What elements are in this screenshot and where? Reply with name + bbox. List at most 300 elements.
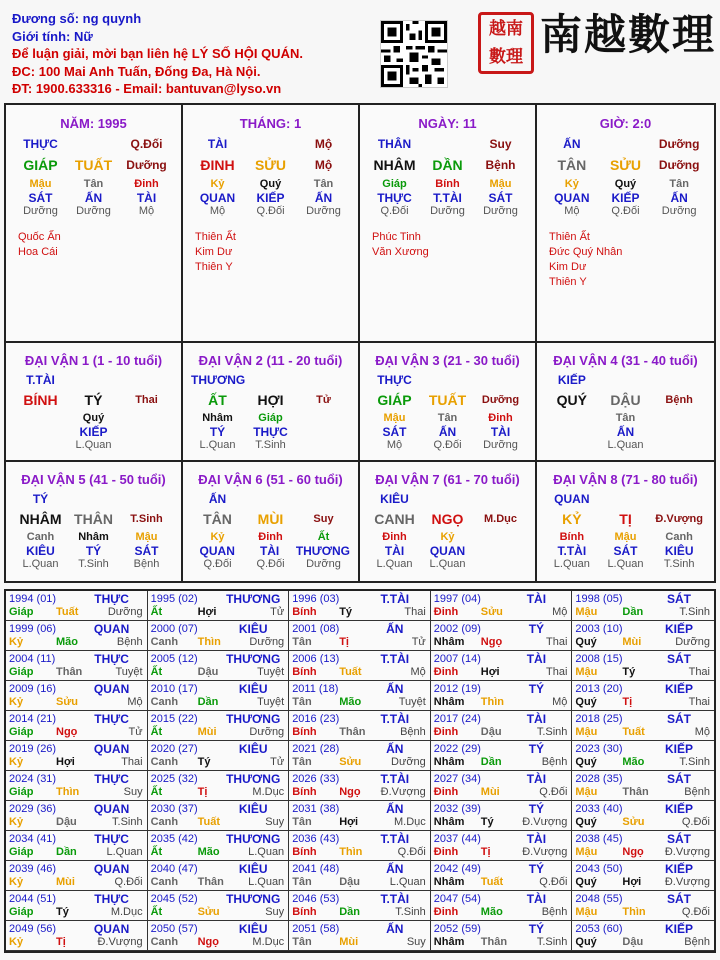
year-label: 2013 (20) [575, 683, 623, 695]
year-cell[interactable] [148, 861, 290, 891]
year-label: 2052 (59) [433, 923, 481, 935]
year-label: 2030 (37) [150, 803, 198, 815]
pillar-state: Bệnh [485, 158, 516, 172]
year-state: T.Sinh [112, 816, 143, 828]
year-branch: Hợi [622, 876, 642, 888]
luck-hidden-state: Bệnh [133, 558, 160, 570]
year-god: QUAN [93, 802, 130, 816]
luck-branch: TỊ [619, 511, 632, 527]
year-state: Bệnh [684, 786, 710, 798]
year-god: SÁT [667, 772, 691, 786]
hidden-state: Q.Đối [380, 205, 409, 217]
year-stem: Nhâm [433, 696, 465, 708]
luck-hidden-state-row [360, 558, 535, 571]
luck-title: ĐẠI VẬN 2 (11 - 20 tuổi) [198, 353, 343, 368]
hidden-state: Mộ [138, 205, 155, 217]
year-cell[interactable] [572, 921, 714, 951]
contact-phone-email: ĐT: 1900.633316 - Email: bantuvan@lyso.vn [12, 81, 282, 96]
year-branch: Thân [339, 726, 366, 738]
year-label: 2011 (18) [292, 683, 339, 695]
year-cell[interactable] [148, 741, 290, 771]
year-stem: Kỷ [9, 756, 24, 768]
year-stem: Kỷ [9, 936, 24, 948]
year-label: 2017 (24) [433, 713, 481, 725]
year-cell[interactable] [6, 801, 148, 831]
luck-hidden-state-row [6, 558, 181, 571]
luck-hidden-god: ẤN [616, 425, 635, 439]
year-cell[interactable] [572, 771, 714, 801]
year-label: 2019 (26) [9, 743, 57, 755]
year-label: 2051 (58) [292, 923, 340, 935]
luck-stem-branch-row [6, 511, 181, 527]
year-cell[interactable] [148, 651, 290, 681]
year-cell[interactable] [572, 861, 714, 891]
year-label: 2001 (08) [292, 623, 340, 635]
luck-cell[interactable] [6, 462, 183, 581]
luck-hidden-stem: Bính [559, 531, 585, 543]
luck-god-spacer [421, 373, 474, 387]
pillar-god: Dưỡng [658, 137, 700, 151]
year-branch: Thìn [622, 906, 646, 918]
luck-cell[interactable] [537, 462, 714, 581]
luck-cell[interactable] [537, 343, 714, 462]
luck-hidden-stem: Quý [82, 412, 105, 424]
year-state: Thai [545, 636, 568, 648]
year-stem: Tân [292, 816, 312, 828]
luck-hidden-stem: Mậu [614, 531, 637, 543]
year-stem: Nhâm [433, 936, 465, 948]
year-god: KIÊU [238, 682, 268, 696]
year-branch: Hợi [480, 666, 500, 678]
year-state: L.Quan [248, 846, 285, 858]
year-stem: Giáp [9, 846, 34, 858]
pillar-god: ẤN [563, 137, 581, 151]
year-cell[interactable] [289, 621, 431, 651]
luck-cell[interactable] [183, 343, 360, 462]
year-cell[interactable] [289, 681, 431, 711]
year-cell[interactable] [572, 591, 714, 621]
luck-state: Bệnh [665, 394, 693, 406]
luck-hidden-god [652, 425, 706, 439]
year-state: M.Dục [252, 786, 285, 798]
year-branch: Dần [339, 906, 360, 918]
year-cell[interactable] [572, 891, 714, 921]
luck-hidden-god: THƯƠNG [295, 544, 350, 558]
hidden-stem-row [6, 178, 181, 191]
year-state: Bệnh [684, 936, 710, 948]
year-label: 2037 (44) [433, 833, 481, 845]
year-cell[interactable] [289, 801, 431, 831]
hidden-state: Dưỡng [23, 205, 58, 217]
pillar-state: Mộ [314, 158, 333, 172]
star-item: Hoa Cái [18, 246, 58, 258]
year-stem: Mậu [575, 906, 598, 918]
year-state: Đ.Vượng [664, 846, 710, 858]
year-stem: Nhâm [433, 876, 465, 888]
hidden-stem: Tân [83, 178, 104, 190]
luck-hidden-god: THỰC [253, 425, 288, 439]
year-god: ẤN [386, 622, 404, 636]
year-stem: Ất [150, 786, 163, 798]
luck-title: ĐẠI VẬN 3 (21 - 30 tuổi) [375, 353, 520, 368]
luck-hidden-stem [120, 412, 173, 425]
year-god: TÀI [526, 892, 547, 906]
year-cell[interactable] [431, 771, 573, 801]
year-stem: Ất [150, 726, 163, 738]
hidden-god: ẤN [84, 191, 103, 205]
year-state: Đ.Vượng [522, 846, 568, 858]
luck-hidden-stem: Mậu [383, 412, 406, 424]
hidden-stem-row [360, 178, 535, 191]
luck-god: QUAN [554, 492, 590, 506]
year-cell[interactable] [289, 711, 431, 741]
year-cell[interactable] [431, 831, 573, 861]
year-label: 2021 (28) [292, 743, 340, 755]
subject-name: Đương số: ng quynh [12, 11, 142, 26]
hidden-state: Dưỡng [661, 205, 697, 217]
luck-hidden-state: L.Quan [22, 558, 59, 570]
year-stem: Quý [575, 696, 597, 708]
red-seal-stamp: 越南 數理 [478, 12, 534, 74]
luck-hidden-god [545, 425, 599, 439]
year-cell[interactable] [6, 921, 148, 951]
pillar-stem: ĐINH [200, 157, 235, 173]
pillar-title: NĂM: 1995 [60, 116, 127, 131]
year-label: 2023 (30) [575, 743, 623, 755]
year-stem: Ất [150, 846, 163, 858]
year-label: 2038 (45) [575, 833, 623, 845]
year-label: 2034 (41) [9, 833, 57, 845]
year-cell[interactable] [148, 891, 290, 921]
hidden-god: THỰC [377, 191, 412, 205]
year-state: Q.Đối [539, 786, 568, 798]
year-stem: Tân [292, 936, 312, 948]
luck-stem: KỶ [562, 511, 582, 527]
luck-hidden-stem: Canh [26, 531, 55, 543]
year-state: Q.Đối [681, 906, 710, 918]
year-state: Suy [123, 786, 143, 798]
year-god: TÀI [526, 772, 547, 786]
luck-hidden-stem-row [6, 412, 181, 425]
luck-hidden-god: TÝ [209, 425, 226, 439]
hidden-state: Dưỡng [483, 205, 518, 217]
year-god: T.TÀI [380, 652, 410, 666]
year-stem: Ất [150, 906, 163, 918]
year-god: KIẾP [664, 742, 693, 756]
luck-god-spacer [67, 492, 120, 506]
year-cell[interactable] [572, 831, 714, 861]
year-branch: Tuất [622, 726, 645, 738]
star-list [372, 230, 429, 260]
year-label: 2009 (16) [9, 683, 57, 695]
hidden-state: Mộ [564, 205, 580, 217]
year-state: Dưỡng [249, 636, 285, 648]
luck-god-spacer [245, 373, 297, 387]
year-state: Dưỡng [391, 756, 426, 768]
year-cell[interactable] [148, 681, 290, 711]
pillar-branch: DẦN [432, 157, 463, 173]
year-stem: Canh [150, 816, 179, 828]
year-state: Tử [411, 636, 426, 648]
luck-hidden-stem [545, 412, 599, 425]
year-state: Mộ [694, 726, 710, 738]
luck-hidden-stem-row [537, 531, 714, 544]
year-god: KIẾP [664, 682, 693, 696]
luck-hidden-god-row [537, 425, 714, 439]
luck-god-row [537, 373, 714, 387]
hidden-state: Dưỡng [76, 205, 111, 217]
year-cell[interactable] [289, 771, 431, 801]
year-god: THƯƠNG [226, 832, 281, 846]
year-stem: Nhâm [433, 636, 465, 648]
year-god: TÀI [526, 652, 547, 666]
year-cell[interactable] [6, 681, 148, 711]
luck-god-row [183, 492, 358, 506]
year-cell[interactable] [148, 921, 290, 951]
luck-branch: HỢI [257, 392, 284, 408]
luck-hidden-stem: Đinh [382, 531, 407, 543]
year-cell[interactable] [572, 801, 714, 831]
year-state: Q.Đối [114, 876, 143, 888]
hidden-state: Q.Đối [256, 205, 285, 217]
luck-god: KIẾP [557, 373, 586, 387]
luck-hidden-state: Dưỡng [483, 439, 518, 451]
pillar-god: THÂN [377, 137, 412, 151]
year-god: ẤN [386, 682, 404, 696]
year-god: KIẾP [664, 922, 693, 936]
luck-god: T.TÀI [26, 373, 55, 387]
year-state: T.Sinh [679, 606, 710, 618]
luck-state: M.Dục [484, 513, 517, 525]
pillar-god-row [360, 137, 535, 151]
luck-branch: MÙI [257, 511, 284, 527]
luck-hidden-state: Q.Đối [203, 558, 232, 570]
year-stem: Tân [292, 876, 312, 888]
year-cell[interactable] [6, 591, 148, 621]
luck-god-row [183, 373, 358, 387]
year-label: 1996 (03) [292, 593, 340, 605]
luck-hidden-stem [474, 531, 527, 544]
luck-stem: ẤT [208, 392, 227, 408]
luck-hidden-god: SÁT [134, 544, 159, 558]
year-branch: Mùi [622, 636, 642, 648]
pillar-god [244, 137, 297, 151]
year-state: Thai [121, 756, 143, 768]
year-label: 2043 (50) [575, 863, 623, 875]
year-god: THỰC [94, 772, 129, 786]
year-cell[interactable] [6, 891, 148, 921]
year-branch: Thìn [56, 786, 80, 798]
year-cell[interactable] [289, 591, 431, 621]
year-label: 2005 (12) [150, 653, 198, 665]
hidden-state: Dưỡng [306, 205, 341, 217]
luck-hidden-state-row [183, 558, 358, 571]
year-stem: Canh [150, 696, 179, 708]
year-cell[interactable] [431, 681, 573, 711]
hidden-god: QUAN [554, 191, 590, 205]
year-label: 2016 (23) [292, 713, 340, 725]
luck-cell[interactable] [360, 462, 537, 581]
year-cell[interactable] [6, 861, 148, 891]
luck-stem: GIÁP [377, 392, 412, 408]
pillar-cell [6, 105, 183, 343]
luck-cell[interactable] [6, 343, 183, 462]
year-branch: Mão [339, 696, 362, 708]
hidden-state: Q.Đối [611, 205, 640, 217]
year-cell[interactable] [572, 621, 714, 651]
luck-hidden-state: L.Quan [376, 558, 413, 570]
luck-hidden-stem: Đinh [258, 531, 283, 543]
luck-stem-branch-row [360, 511, 535, 527]
year-state: Bệnh [400, 726, 426, 738]
year-cell[interactable] [6, 651, 148, 681]
year-label: 2045 (52) [150, 893, 198, 905]
year-state: Đ.Vượng [522, 816, 568, 828]
year-cell[interactable] [431, 801, 573, 831]
hidden-god: ẤN [670, 191, 688, 205]
year-cell[interactable] [6, 741, 148, 771]
luck-hidden-god-row [6, 425, 181, 439]
hidden-state-row [6, 205, 181, 218]
year-cell[interactable] [289, 891, 431, 921]
year-god: THƯƠNG [226, 592, 281, 606]
year-branch: Ngọ [480, 636, 503, 648]
year-cell[interactable] [431, 921, 573, 951]
pillar-cell [537, 105, 714, 343]
year-branch: Tý [339, 606, 353, 618]
luck-hidden-stem-row [360, 412, 535, 425]
year-state: T.Sinh [679, 756, 710, 768]
year-branch: Mùi [480, 786, 500, 798]
year-cell[interactable] [6, 771, 148, 801]
year-label: 2047 (54) [433, 893, 481, 905]
year-stem: Đinh [433, 726, 459, 738]
hidden-god-row [183, 191, 358, 205]
year-cell[interactable] [6, 621, 148, 651]
year-cell[interactable] [6, 711, 148, 741]
year-state: Mộ [552, 606, 568, 618]
luck-hidden-state: L.Quan [607, 558, 644, 570]
year-stem: Kỷ [9, 876, 24, 888]
year-god: T.TÀI [380, 772, 410, 786]
year-cell[interactable] [431, 711, 573, 741]
pillar-god: Suy [489, 137, 512, 151]
luck-stem-branch-row [537, 511, 714, 527]
pillar-stem-branch-row [360, 157, 535, 173]
year-god: KIÊU [238, 862, 268, 876]
year-stem: Canh [150, 636, 179, 648]
year-cell[interactable] [148, 591, 290, 621]
year-branch: Thân [480, 936, 508, 948]
year-god: THƯƠNG [226, 892, 281, 906]
luck-god-spacer [474, 373, 527, 387]
year-branch: Hợi [197, 606, 217, 618]
year-cell[interactable] [572, 711, 714, 741]
year-stem: Ất [150, 606, 163, 618]
year-cell[interactable] [431, 891, 573, 921]
year-cell[interactable] [431, 651, 573, 681]
luck-cell[interactable] [360, 343, 537, 462]
luck-god-spacer [652, 373, 706, 387]
luck-hidden-god: ẤN [438, 425, 457, 439]
year-cell[interactable] [289, 861, 431, 891]
year-cell[interactable] [6, 831, 148, 861]
year-cell[interactable] [431, 591, 573, 621]
logo-calligraphy: 南越數理 [540, 10, 717, 59]
year-cell[interactable] [148, 621, 290, 651]
luck-hidden-state-row [6, 439, 181, 452]
year-cell[interactable] [572, 651, 714, 681]
year-label: 2022 (29) [433, 743, 481, 755]
year-god: KIÊU [238, 742, 268, 756]
hidden-god: TÀI [136, 191, 157, 205]
luck-god-spacer [244, 492, 297, 506]
year-cell[interactable] [289, 741, 431, 771]
luck-stem: QUÝ [556, 392, 587, 408]
hidden-stem: Giáp [382, 178, 407, 190]
year-branch: Mùi [339, 936, 359, 948]
year-cell[interactable] [148, 831, 290, 861]
star-item: Kim Dư [549, 261, 587, 273]
year-god: THỰC [94, 832, 129, 846]
luck-hidden-god: QUAN [199, 544, 235, 558]
year-cell[interactable] [572, 681, 714, 711]
year-god: TÝ [528, 622, 545, 636]
year-label: 2041 (48) [292, 863, 340, 875]
year-branch: Dần [480, 756, 502, 768]
year-state: M.Dục [110, 906, 143, 918]
pillar-god: TÀI [207, 137, 228, 151]
year-god: SÁT [667, 592, 691, 606]
pillar-god [421, 137, 474, 151]
year-god: TÝ [528, 922, 545, 936]
luck-hidden-state: T.Sinh [255, 439, 286, 451]
year-state: Đ.Vượng [380, 786, 426, 798]
star-list [18, 230, 61, 260]
year-cell[interactable] [431, 861, 573, 891]
pillar-stem-branch-row [537, 157, 714, 173]
luck-hidden-state: T.Sinh [78, 558, 109, 570]
luck-hidden-stem: Kỷ [210, 531, 225, 543]
year-cell[interactable] [572, 741, 714, 771]
year-cell[interactable] [431, 741, 573, 771]
luck-hidden-stem: Kỷ [440, 531, 455, 543]
hidden-stem: Bính [435, 178, 460, 190]
luck-cell[interactable] [183, 462, 360, 581]
year-cell[interactable] [289, 831, 431, 861]
luck-god-spacer [599, 492, 653, 506]
year-state: Suy [265, 906, 285, 918]
luck-god: KIÊU [380, 492, 409, 506]
year-cell[interactable] [431, 621, 573, 651]
year-branch: Dần [197, 696, 219, 708]
pillar-god-row [6, 137, 181, 151]
year-stem: Kỷ [9, 696, 24, 708]
luck-hidden-god: TÀI [259, 544, 280, 558]
year-stem: Giáp [9, 786, 34, 798]
year-cell[interactable] [289, 651, 431, 681]
year-cell[interactable] [148, 771, 290, 801]
year-cell[interactable] [289, 921, 431, 951]
year-cell[interactable] [148, 801, 290, 831]
luck-stem-branch-row [360, 392, 535, 408]
year-label: 2032 (39) [433, 803, 481, 815]
year-stem: Đinh [433, 846, 459, 858]
pillar-god: Q.Đối [130, 137, 163, 151]
year-label: 2046 (53) [292, 893, 340, 905]
year-stem: Bính [292, 906, 317, 918]
year-cell[interactable] [148, 711, 290, 741]
